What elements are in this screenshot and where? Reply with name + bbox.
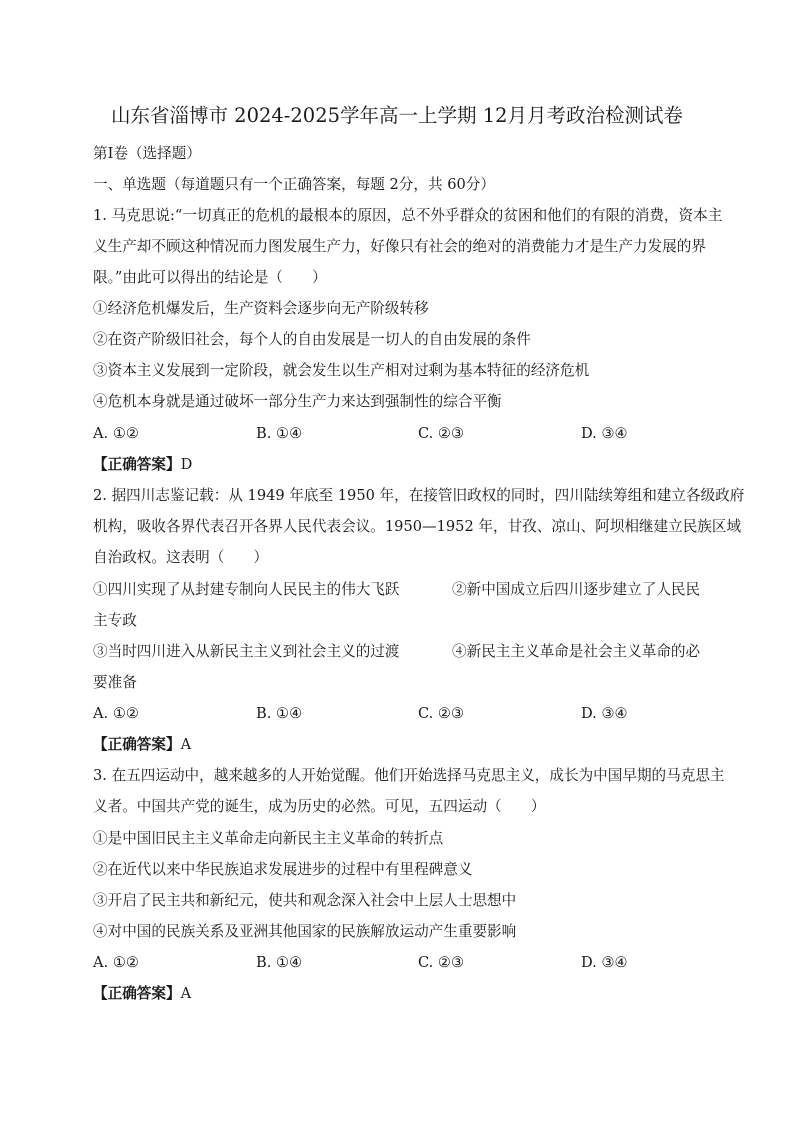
- question-text-line: 机构，吸收各界代表召开各界人民代表会议。1950—1952 年，甘孜、凉山、阿坝相继建立民族区域: [93, 518, 742, 535]
- statement: ①是中国旧民主主义革命走向新民主主义革命的转折点: [93, 830, 444, 847]
- question-text-line: 3. 在五四运动中，越来越多的人开始觉醒。他们开始选择马克思主义，成长为中国早期的马克思主: [93, 767, 725, 784]
- exam-title: 山东省淄博市 2024-2025学年高一上学期 12月月考政治检测试卷: [110, 104, 684, 127]
- option-d: D. ③④: [581, 954, 628, 971]
- statement: ①四川实现了从封建专制向人民民主的伟大飞跃: [93, 581, 400, 598]
- answer-value: A: [180, 736, 192, 753]
- question-text-line: 1. 马克思说:“一切真正的危机的最根本的原因，总不外乎群众的贫困和他们的有限的消费，资本主: [93, 207, 723, 224]
- statement: ②新中国成立后四川逐步建立了人民民: [452, 581, 701, 598]
- question-text-line: 限。”由此可以得出的结论是（ ）: [93, 269, 327, 286]
- answer-label: 【正确答案】: [93, 456, 181, 473]
- answer-line: [93, 984, 191, 1004]
- question-text-line: 自治政权。这表明（ ）: [93, 549, 269, 566]
- statement: ③资本主义发展到一定阶段，就会发生以生产相对过剩为基本特征的经济危机: [93, 362, 590, 379]
- answer-label: 【正确答案】: [93, 985, 181, 1002]
- statement: ②在资产阶级旧社会，每个人的自由发展是一切人的自由发展的条件: [93, 331, 531, 348]
- question-text-line: 义者。中国共产党的诞生，成为历史的必然。可见，五四运动（ ）: [93, 798, 546, 815]
- answer-line: [93, 735, 191, 755]
- volume-heading: 第Ⅰ卷（选择题）: [93, 145, 201, 162]
- statement-continued: 要准备: [93, 674, 137, 691]
- answer-line: [93, 455, 192, 475]
- option-b: B. ①④: [256, 954, 303, 971]
- option-c: C. ②③: [418, 954, 465, 971]
- answer-value: A: [180, 985, 192, 1002]
- option-d: D. ③④: [581, 705, 628, 722]
- question-text-line: 2. 据四川志鉴记载：从 1949 年底至 1950 年，在接管旧政权的同时，四川陆续筹组和建立各级政府: [93, 487, 745, 504]
- option-d: D. ③④: [581, 425, 628, 442]
- statement: ④新民主主义革命是社会主义革命的必: [452, 643, 701, 660]
- option-a: A. ①②: [93, 705, 139, 722]
- option-a: A. ①②: [93, 425, 139, 442]
- statement: ④对中国的民族关系及亚洲其他国家的民族解放运动产生重要影响: [93, 923, 517, 940]
- option-c: C. ②③: [418, 425, 465, 442]
- option-b: B. ①④: [256, 425, 303, 442]
- answer-label: 【正确答案】: [93, 736, 181, 753]
- option-c: C. ②③: [418, 705, 465, 722]
- option-a: A. ①②: [93, 954, 139, 971]
- statement: ③当时四川进入从新民主主义到社会主义的过渡: [93, 643, 400, 660]
- option-b: B. ①④: [256, 705, 303, 722]
- answer-value: D: [180, 456, 193, 473]
- statement: ④危机本身就是通过破坏一部分生产力来达到强制性的综合平衡: [93, 393, 502, 410]
- statement: ③开启了民主共和新纪元，使共和观念深入社会中上层人士思想中: [93, 892, 517, 909]
- statement: ①经济危机爆发后，生产资料会逐步向无产阶级转移: [93, 300, 429, 317]
- statement-continued: 主专政: [93, 612, 137, 629]
- statement: ②在近代以来中华民族追求发展进步的过程中有里程碑意义: [93, 861, 473, 878]
- section-heading: 一、单选题（每道题只有一个正确答案，每题 2分，共 60分）: [93, 176, 495, 193]
- question-text-line: 义生产却不顾这种情况而力图发展生产力，好像只有社会的绝对的消费能力才是生产力发展的界: [93, 238, 706, 255]
